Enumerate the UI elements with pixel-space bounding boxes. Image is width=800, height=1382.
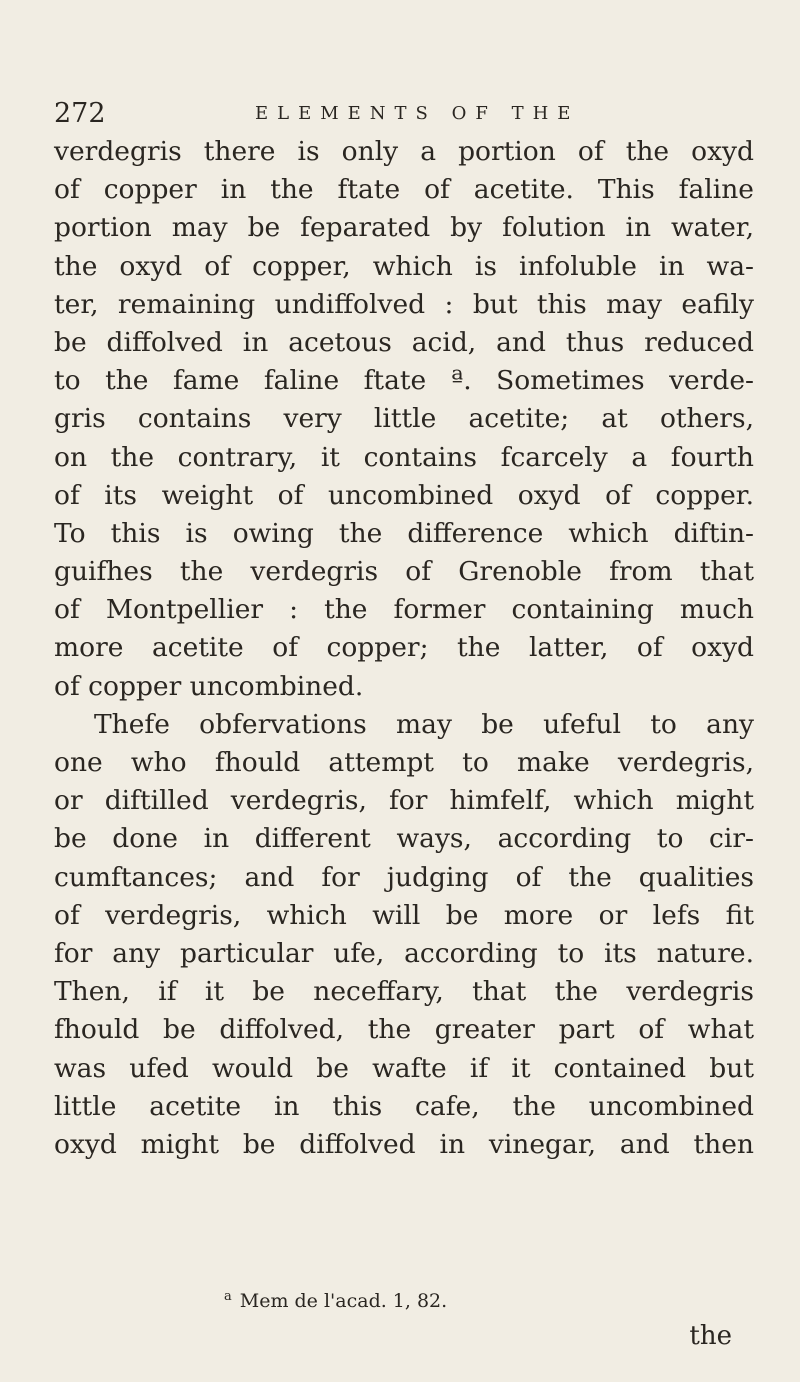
text-line: of its weight of uncombined oxyd of copper. <box>54 479 754 511</box>
text-line: more acetite of copper; the latter, of oxyd <box>54 632 754 664</box>
text-line: fhould be diffolved, the greater part of what <box>54 1014 754 1046</box>
footnote-marker: a <box>224 1289 232 1304</box>
text-line: little acetite in this cafe, the uncombined <box>54 1090 754 1122</box>
text-line: portion may be feparated by folution in water, <box>54 212 754 244</box>
text-line: gris contains very little acetite; at others, <box>54 403 754 435</box>
text-line: cumftances; and for judging of the qualities <box>54 861 754 893</box>
text-line: Thefe obfervations may be ufeful to any <box>94 708 754 740</box>
text-line: was ufed would be wafte if it contained but <box>54 1052 754 1084</box>
running-title: ELEMENTS OF THE <box>255 103 580 124</box>
text-line: of verdegris, which will be more or lefs fit <box>54 899 754 931</box>
body-text <box>54 133 754 1164</box>
text-line: of copper in the ftate of acetite. This faline <box>54 174 754 206</box>
text-line: ter, remaining undiffolved : but this may eafily <box>54 288 754 320</box>
text-line: of copper uncombined. <box>54 670 364 702</box>
text-line: one who fhould attempt to make verdegris, <box>54 747 754 778</box>
text-line: on the contrary, it contains fcarcely a fourth <box>54 441 754 473</box>
text-line: guifhes the verdegris of Grenoble from that <box>54 556 754 588</box>
text-line: for any particular ufe, according to its nature. <box>54 937 754 969</box>
running-head <box>54 96 754 132</box>
text-line: be done in different ways, according to cir- <box>54 823 754 855</box>
text-line: the oxyd of copper, which is infoluble in wa- <box>54 250 754 282</box>
text-line: to the fame faline ftate ª. Sometimes verde- <box>54 365 754 397</box>
footnote-text: Mem de l'acad. 1, 82. <box>239 1290 448 1312</box>
footnote <box>224 1282 447 1316</box>
catchword: the <box>689 1321 732 1351</box>
text-line: To this is owing the difference which diftin- <box>54 517 754 549</box>
text-line: of Montpellier : the former containing much <box>54 594 754 626</box>
text-line: verdegris there is only a portion of the oxyd <box>54 136 754 167</box>
page-number: 272 <box>54 98 106 129</box>
text-line: oxyd might be diffolved in vinegar, and then <box>54 1128 754 1160</box>
text-line: or diftilled verdegris, for himfelf, which might <box>54 785 754 817</box>
text-line: be diffolved in acetous acid, and thus reduced <box>54 326 754 358</box>
text-line: Then, if it be neceffary, that the verdegris <box>54 976 754 1008</box>
